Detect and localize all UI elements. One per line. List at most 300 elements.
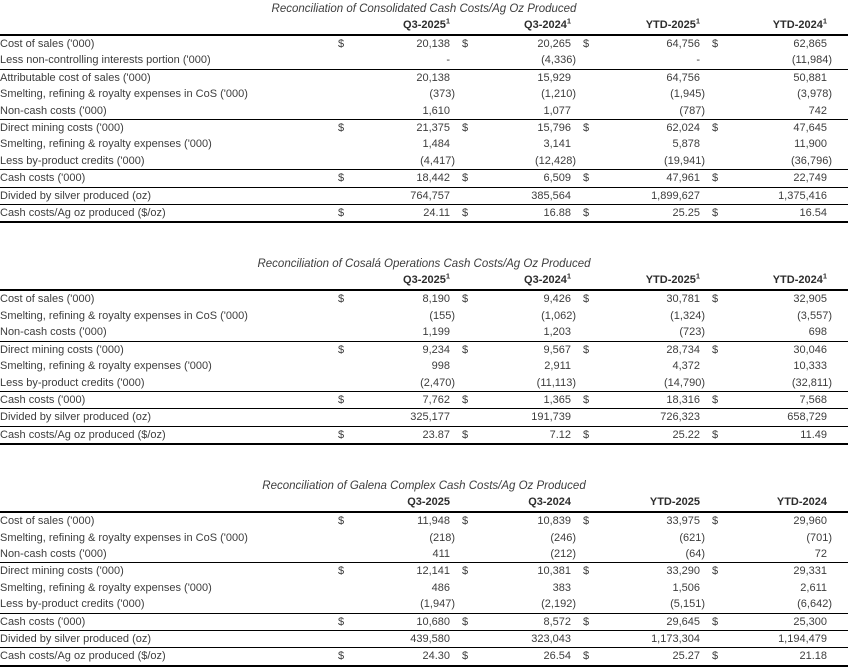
row-label: Direct mining costs ('000) (0, 343, 124, 356)
currency-symbol (706, 308, 732, 324)
currency-symbol (577, 52, 603, 69)
row-label: Less by-product credits ('000) (0, 596, 332, 613)
value-cell: 9,426 (543, 293, 571, 306)
value-cell: 1,899,627 (603, 187, 706, 204)
header-row (0, 272, 848, 290)
currency-symbol (332, 630, 358, 647)
currency-symbol (456, 187, 482, 204)
value-cell: (1,945) (670, 88, 705, 101)
currency-symbol: $ (712, 515, 719, 528)
footnote-marker: 1 (566, 271, 571, 281)
value-cell: (1,210) (541, 88, 576, 101)
currency-symbol (456, 308, 482, 324)
value-cell: 16.54 (732, 205, 848, 223)
value-cell: 62,024 (666, 122, 700, 135)
currency-symbol (456, 580, 482, 596)
row-label: Divided by silver produced (oz) (0, 630, 332, 647)
value-cell: 20,138 (416, 71, 450, 84)
value-cell: 11.49 (732, 426, 848, 444)
value-cell: 72 (732, 546, 848, 563)
value-cell: 1,194,479 (732, 630, 848, 647)
row-label: Less by-product credits ('000) (0, 375, 332, 392)
column-header: Q3-2024 (482, 494, 577, 512)
currency-symbol (332, 409, 358, 426)
value-cell: 62,865 (793, 38, 827, 50)
currency-symbol (706, 358, 732, 374)
currency-symbol (706, 324, 732, 341)
table-row (0, 530, 848, 546)
currency-symbol (456, 409, 482, 426)
value-cell: 10,680 (358, 613, 456, 630)
header-label-spacer (0, 17, 332, 35)
currency-symbol (577, 375, 603, 392)
value-cell: 47,961 (603, 170, 706, 187)
value-cell: (11,984) (732, 52, 848, 69)
table-title-galena: Reconciliation of Galena Complex Cash Costs/Ag Oz Produced (262, 480, 586, 493)
table-row (0, 136, 848, 152)
currency-symbol: $ (462, 343, 469, 356)
value-cell: (5,151) (603, 596, 706, 613)
currency-symbol (332, 69, 358, 86)
value-cell: (6,642) (732, 596, 848, 613)
currency-symbol (706, 375, 732, 392)
value-cell: (4,417) (358, 153, 456, 170)
currency-symbol (706, 530, 732, 546)
value-cell: 10,333 (793, 360, 827, 373)
value-cell: (12,428) (482, 153, 577, 170)
currency-symbol (456, 596, 482, 613)
value-cell: 5,878 (672, 138, 700, 151)
value-cell: (1,324) (670, 309, 705, 322)
currency-symbol: $ (456, 426, 482, 444)
table-row (0, 120, 848, 137)
footnote-marker: 1 (822, 271, 827, 281)
value-cell: 30,781 (666, 293, 700, 306)
header-symbol-spacer (456, 272, 482, 290)
column-header: Q3-2024$^1$ (482, 17, 577, 35)
table-row (0, 170, 848, 187)
table-row (0, 409, 848, 426)
header-row (0, 494, 848, 512)
value-cell: 29,331 (793, 565, 827, 578)
row-label: Divided by silver produced (oz) (0, 409, 332, 426)
table-row (0, 596, 848, 613)
currency-symbol: $ (332, 426, 358, 444)
currency-symbol: $ (338, 515, 345, 528)
row-label: Attributable cost of sales ('000) (0, 71, 151, 84)
currency-symbol: $ (583, 343, 590, 356)
currency-symbol: $ (706, 391, 732, 408)
value-cell: (2,470) (358, 375, 456, 392)
currency-symbol (706, 86, 732, 102)
row-label: Cash costs ('000) (0, 170, 332, 187)
column-header: YTD-2025$^1$ (603, 17, 706, 35)
currency-symbol (577, 530, 603, 546)
table-row (0, 86, 848, 102)
value-cell: (11,113) (482, 375, 577, 392)
currency-symbol: $ (583, 293, 590, 306)
value-cell: 698 (732, 324, 848, 341)
currency-symbol (456, 530, 482, 546)
value-cell: 15,929 (537, 71, 571, 84)
currency-symbol: $ (712, 343, 719, 356)
value-cell: 1,375,416 (732, 187, 848, 204)
currency-symbol (577, 103, 603, 120)
galena-cash-costs-section (0, 479, 848, 667)
value-cell: 9,234 (422, 343, 450, 356)
value-cell: 9,567 (543, 343, 571, 356)
row-label: Non-cash costs ('000) (0, 546, 332, 563)
header-symbol-spacer (577, 272, 603, 290)
value-cell: (3,978) (797, 88, 832, 101)
value-cell: 658,729 (732, 409, 848, 426)
value-cell: (3,557) (797, 309, 832, 322)
value-cell: 7.12 (482, 426, 577, 444)
cosala-cash-costs-section (0, 257, 848, 445)
value-cell: 20,138 (416, 38, 450, 50)
currency-symbol (706, 596, 732, 613)
column-header: YTD-2024$^1$ (732, 272, 848, 290)
currency-symbol (577, 596, 603, 613)
currency-symbol: $ (332, 613, 358, 630)
row-label: Smelting, refining & royalty expenses in CoS ('000) (0, 531, 248, 544)
value-cell: 25,300 (732, 613, 848, 630)
row-label: Cost of sales ('000) (0, 515, 95, 528)
value-cell: - (358, 52, 456, 69)
value-cell: 191,739 (482, 409, 577, 426)
row-label: Cash costs ('000) (0, 391, 332, 408)
table-row (0, 187, 848, 204)
currency-symbol: $ (706, 613, 732, 630)
value-cell: 25.22 (603, 426, 706, 444)
table-title-cosala: Reconciliation of Cosalá Operations Cash Costs/Ag Oz Produced (257, 258, 591, 271)
table-row (0, 613, 848, 630)
table-row (0, 426, 848, 444)
currency-symbol (706, 153, 732, 170)
row-label: Cash costs ('000) (0, 613, 332, 630)
currency-symbol (456, 103, 482, 120)
table-row (0, 103, 848, 120)
currency-symbol: $ (462, 565, 469, 578)
row-label: Cash costs/Ag oz produced ($/oz) (0, 648, 332, 666)
row-label: Less non-controlling interests portion ('000) (0, 52, 332, 69)
currency-symbol: $ (583, 565, 590, 578)
column-header: Q3-2025 (358, 494, 456, 512)
row-label: Non-cash costs ('000) (0, 324, 332, 341)
value-cell: 64,756 (666, 38, 700, 50)
value-cell: 1,484 (422, 138, 450, 151)
row-label: Cost of sales ('000) (0, 38, 95, 50)
currency-symbol: $ (583, 38, 590, 50)
header-symbol-spacer (577, 494, 603, 512)
row-label: Smelting, refining & royalty expenses ('000) (0, 138, 212, 151)
value-cell: (787) (603, 103, 706, 120)
column-header: Q3-2025$^1$ (358, 17, 456, 35)
currency-symbol (456, 358, 482, 374)
value-cell: (723) (603, 324, 706, 341)
column-header: Q3-2024$^1$ (482, 272, 577, 290)
footnote-marker: 1 (695, 16, 700, 26)
header-row (0, 17, 848, 35)
value-cell: (64) (603, 546, 706, 563)
currency-symbol (332, 103, 358, 120)
currency-symbol (706, 52, 732, 69)
header-symbol-spacer (332, 494, 358, 512)
value-cell: (19,941) (603, 153, 706, 170)
currency-symbol (577, 308, 603, 324)
currency-symbol: $ (332, 648, 358, 666)
currency-symbol: $ (577, 391, 603, 408)
value-cell: 26.54 (482, 648, 577, 666)
currency-symbol (706, 546, 732, 563)
row-label: Divided by silver produced (oz) (0, 187, 332, 204)
currency-symbol (332, 308, 358, 324)
currency-symbol (332, 546, 358, 563)
currency-symbol: $ (712, 565, 719, 578)
currency-symbol (456, 375, 482, 392)
currency-symbol: $ (577, 613, 603, 630)
value-cell: 25.27 (603, 648, 706, 666)
table-row (0, 546, 848, 563)
currency-symbol: $ (338, 38, 345, 50)
currency-symbol (332, 375, 358, 392)
table-row (0, 324, 848, 341)
currency-symbol (332, 358, 358, 374)
header-symbol-spacer (332, 17, 358, 35)
currency-symbol: $ (712, 38, 719, 50)
column-header: YTD-2025$^1$ (603, 272, 706, 290)
currency-symbol (577, 358, 603, 374)
value-cell: 486 (431, 581, 450, 594)
value-cell: 323,043 (482, 630, 577, 647)
table-row (0, 341, 848, 358)
currency-symbol: $ (338, 343, 345, 356)
table-row (0, 375, 848, 392)
cosala-cash-costs-table (0, 272, 848, 445)
row-label: Direct mining costs ('000) (0, 565, 124, 578)
currency-symbol (706, 580, 732, 596)
currency-symbol: $ (712, 293, 719, 306)
value-cell: (14,790) (603, 375, 706, 392)
value-cell: 1,203 (482, 324, 577, 341)
header-label-spacer (0, 272, 332, 290)
value-cell: 33,290 (666, 565, 700, 578)
value-cell: 29,645 (603, 613, 706, 630)
value-cell: 411 (358, 546, 456, 563)
table-row (0, 563, 848, 580)
value-cell: (701) (806, 531, 832, 544)
value-cell: (212) (482, 546, 577, 563)
currency-symbol: $ (338, 122, 345, 135)
header-label-spacer (0, 494, 332, 512)
footnote-marker: 1 (445, 271, 450, 281)
header-symbol-spacer (706, 272, 732, 290)
currency-symbol (332, 324, 358, 341)
currency-symbol: $ (577, 170, 603, 187)
value-cell: 11,900 (794, 138, 827, 151)
currency-symbol (706, 187, 732, 204)
galena-cash-costs-table (0, 494, 848, 667)
currency-symbol: $ (332, 170, 358, 187)
value-cell: (32,811) (732, 375, 848, 392)
table-row (0, 35, 848, 52)
value-cell: 764,757 (358, 187, 456, 204)
value-cell: (218) (429, 531, 455, 544)
value-cell: 50,881 (793, 71, 827, 84)
value-cell: 32,905 (793, 293, 827, 306)
currency-symbol (332, 153, 358, 170)
footnote-marker: 1 (695, 271, 700, 281)
row-label: Smelting, refining & royalty expenses ('000) (0, 581, 212, 594)
currency-symbol (456, 52, 482, 69)
value-cell: 24.30 (358, 648, 456, 666)
value-cell: 12,141 (416, 565, 450, 578)
value-cell: 8,572 (482, 613, 577, 630)
value-cell: - (603, 52, 706, 69)
row-label: Cost of sales ('000) (0, 293, 95, 306)
header-symbol-spacer (706, 17, 732, 35)
currency-symbol (577, 546, 603, 563)
currency-symbol (706, 136, 732, 152)
currency-symbol (706, 103, 732, 120)
currency-symbol (456, 69, 482, 86)
currency-symbol: $ (456, 205, 482, 223)
table-title-consolidated: Reconciliation of Consolidated Cash Costs/Ag Oz Produced (271, 3, 577, 15)
value-cell: 325,177 (358, 409, 456, 426)
currency-symbol: $ (338, 293, 345, 306)
value-cell: 726,323 (603, 409, 706, 426)
row-label: Non-cash costs ('000) (0, 103, 332, 120)
table-row (0, 69, 848, 86)
currency-symbol (456, 630, 482, 647)
currency-symbol: $ (338, 565, 345, 578)
table-row (0, 52, 848, 69)
table-row (0, 205, 848, 223)
currency-symbol (577, 409, 603, 426)
value-cell: 30,046 (793, 343, 827, 356)
currency-symbol (577, 153, 603, 170)
currency-symbol: $ (462, 38, 469, 50)
value-cell: 15,796 (537, 122, 571, 135)
row-label: Smelting, refining & royalty expenses in CoS ('000) (0, 88, 248, 101)
currency-symbol: $ (583, 515, 590, 528)
currency-symbol (332, 86, 358, 102)
currency-symbol: $ (712, 122, 719, 135)
currency-symbol: $ (462, 122, 469, 135)
footnote-marker: 1 (445, 16, 450, 26)
value-cell: (246) (550, 531, 576, 544)
currency-symbol (332, 52, 358, 69)
currency-symbol: $ (456, 170, 482, 187)
value-cell: 21,375 (416, 122, 450, 135)
currency-symbol: $ (706, 205, 732, 223)
currency-symbol: $ (706, 648, 732, 666)
value-cell: 18,442 (358, 170, 456, 187)
header-symbol-spacer (456, 494, 482, 512)
header-symbol-spacer (577, 17, 603, 35)
value-cell: (4,336) (482, 52, 577, 69)
value-cell: 25.25 (603, 205, 706, 223)
currency-symbol: $ (456, 613, 482, 630)
table-row (0, 580, 848, 596)
table-row (0, 153, 848, 170)
header-symbol-spacer (706, 494, 732, 512)
value-cell: 10,381 (537, 565, 571, 578)
table-row (0, 391, 848, 408)
value-cell: 10,839 (537, 515, 571, 528)
currency-symbol: $ (706, 426, 732, 444)
header-symbol-spacer (456, 17, 482, 35)
value-cell: 11,948 (417, 515, 450, 528)
currency-symbol (332, 136, 358, 152)
consolidated-cash-costs-table (0, 17, 848, 223)
table-row (0, 512, 848, 529)
currency-symbol: $ (456, 391, 482, 408)
column-header: YTD-2024 (732, 494, 848, 512)
value-cell: 1,173,304 (603, 630, 706, 647)
value-cell: 3,141 (543, 138, 571, 151)
currency-symbol (577, 324, 603, 341)
currency-symbol (577, 630, 603, 647)
table-row (0, 630, 848, 647)
value-cell: 64,756 (666, 71, 700, 84)
row-label: Cash costs/Ag oz produced ($/oz) (0, 426, 332, 444)
value-cell: 383 (552, 581, 571, 594)
currency-symbol (456, 136, 482, 152)
value-cell: 6,509 (482, 170, 577, 187)
value-cell: 21.18 (732, 648, 848, 666)
value-cell: 8,190 (422, 293, 450, 306)
value-cell: 1,365 (482, 391, 577, 408)
currency-symbol: $ (577, 205, 603, 223)
value-cell: 47,645 (793, 122, 827, 135)
currency-symbol (577, 136, 603, 152)
column-header: YTD-2025 (603, 494, 706, 512)
currency-symbol: $ (456, 648, 482, 666)
table-row (0, 290, 848, 307)
value-cell: 439,580 (358, 630, 456, 647)
currency-symbol (706, 630, 732, 647)
value-cell: (155) (429, 309, 455, 322)
value-cell: 2,911 (544, 360, 571, 373)
currency-symbol (577, 187, 603, 204)
row-label: Smelting, refining & royalty expenses in CoS ('000) (0, 309, 248, 322)
value-cell: 1,506 (672, 581, 700, 594)
value-cell: 2,611 (800, 581, 827, 594)
value-cell: 28,734 (666, 343, 700, 356)
value-cell: 22,749 (732, 170, 848, 187)
table-row (0, 308, 848, 324)
value-cell: 998 (431, 360, 450, 373)
value-cell: (373) (429, 88, 455, 101)
value-cell: (621) (679, 531, 705, 544)
row-label: Less by-product credits ('000) (0, 153, 332, 170)
currency-symbol (456, 324, 482, 341)
value-cell: 33,975 (666, 515, 700, 528)
value-cell: 4,372 (672, 360, 700, 373)
value-cell: 1,199 (358, 324, 456, 341)
value-cell: (2,192) (482, 596, 577, 613)
currency-symbol: $ (583, 122, 590, 135)
currency-symbol: $ (706, 170, 732, 187)
table-row (0, 358, 848, 374)
currency-symbol (577, 69, 603, 86)
value-cell: 24.11 (358, 205, 456, 223)
currency-symbol: $ (332, 391, 358, 408)
row-label: Direct mining costs ('000) (0, 122, 124, 135)
currency-symbol (577, 86, 603, 102)
value-cell: 18,316 (603, 391, 706, 408)
